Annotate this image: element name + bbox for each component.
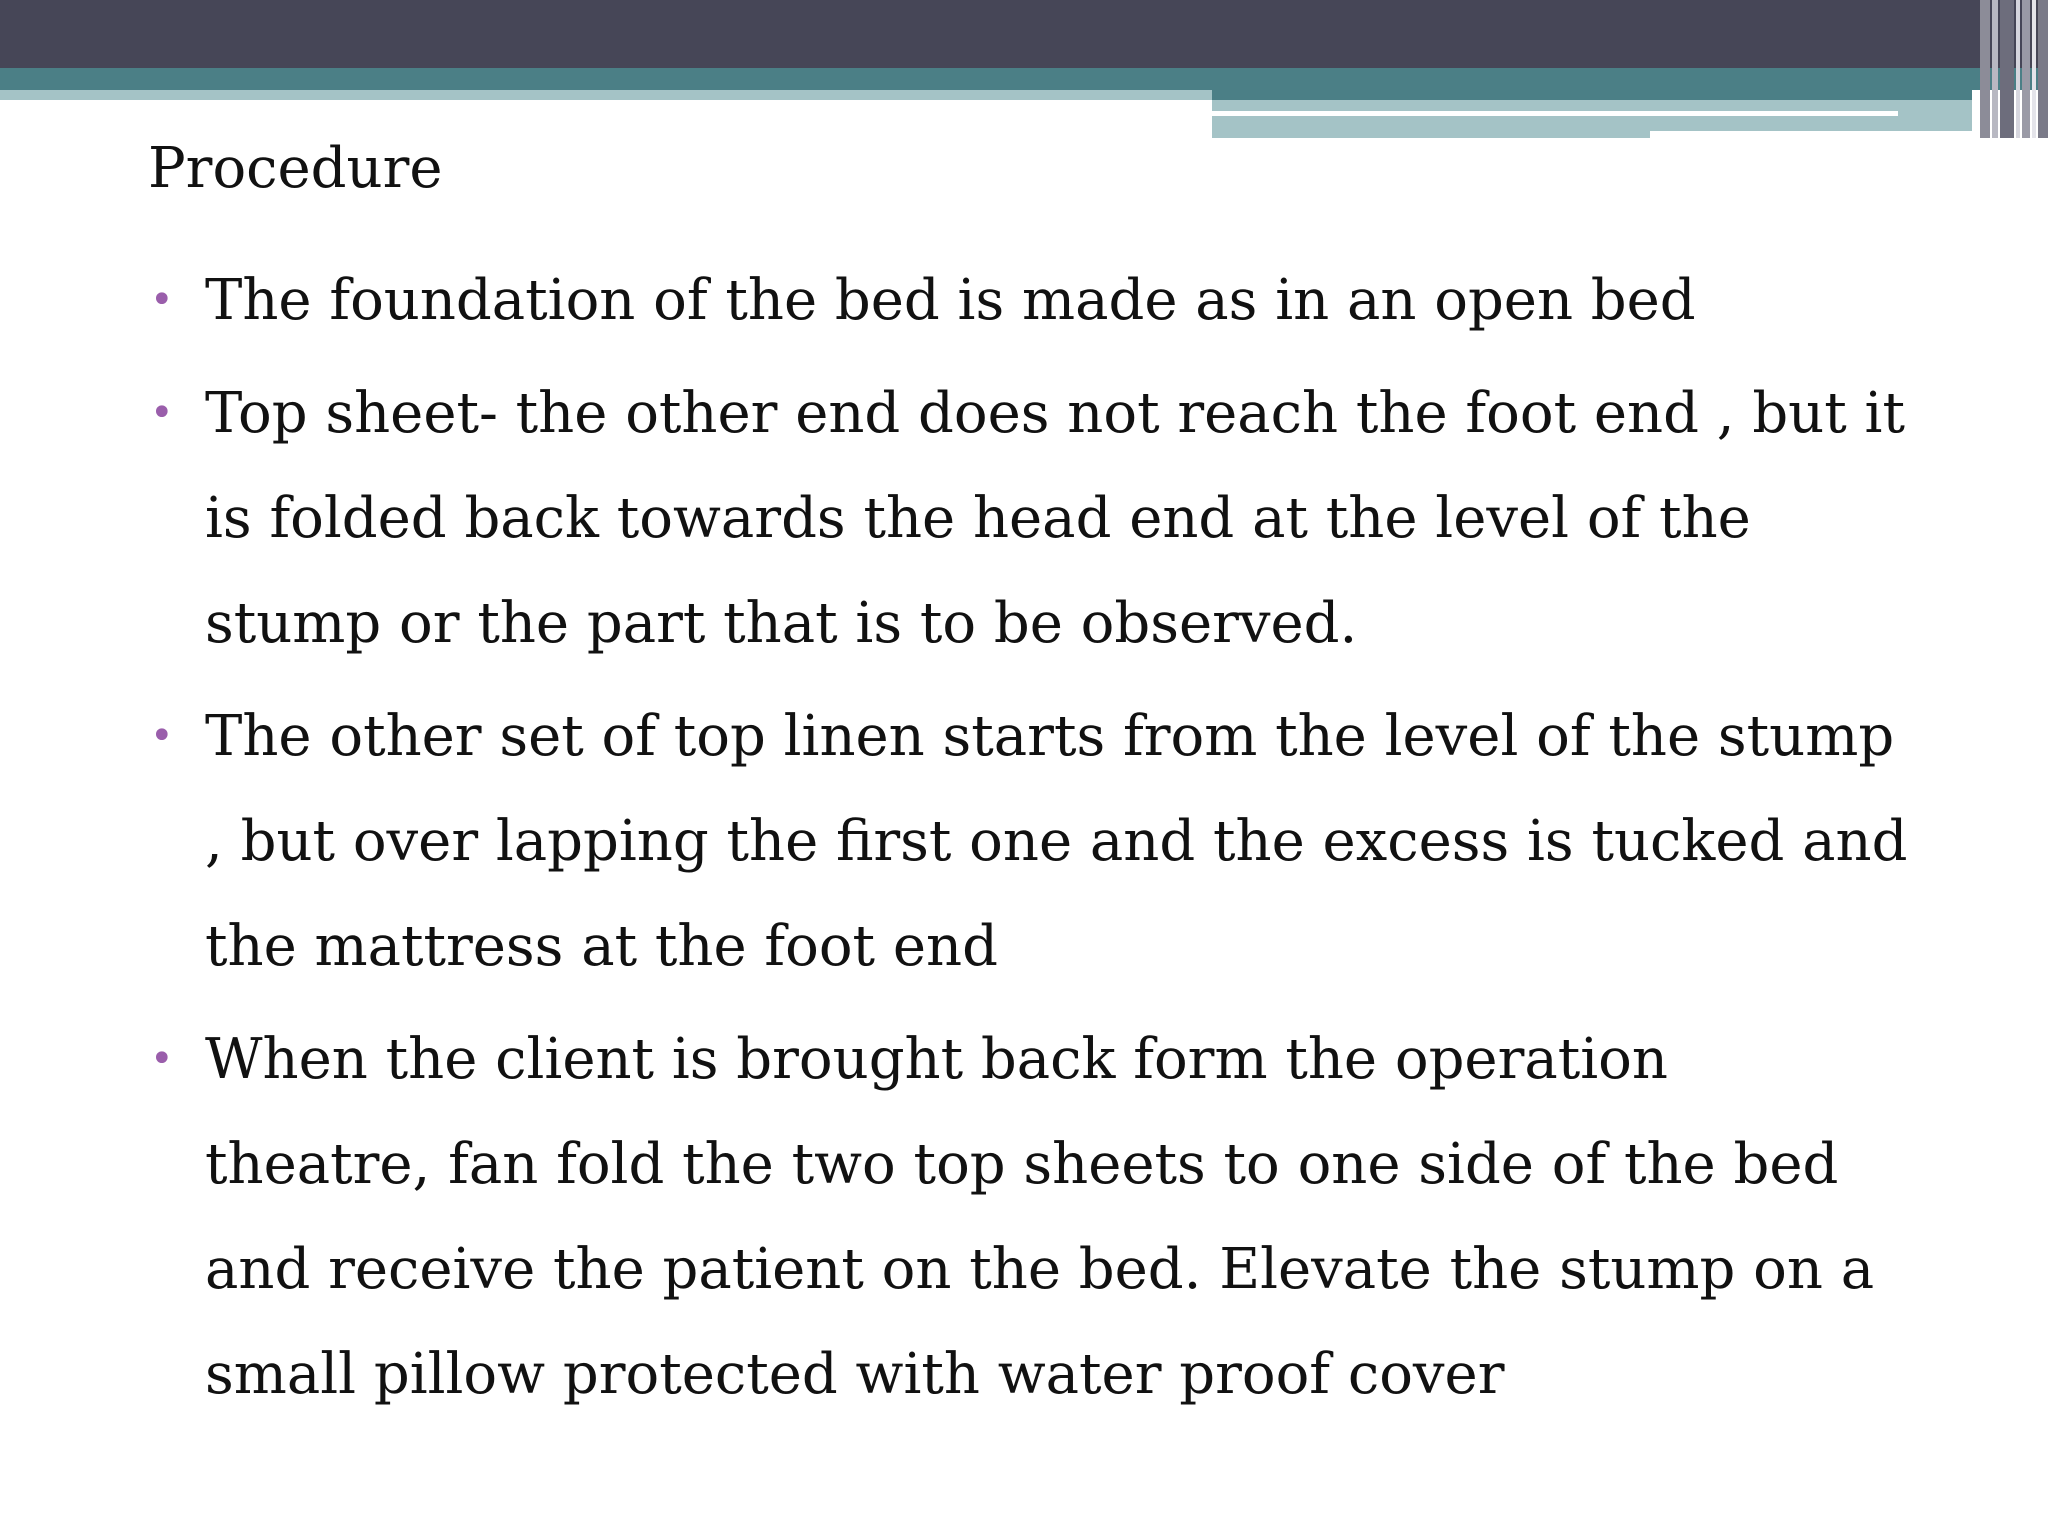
bullet-text: The foundation of the bed is made as in an open bed xyxy=(205,268,1696,333)
slide-title: Procedure xyxy=(148,136,443,201)
header-band-right-gap xyxy=(1650,131,1972,138)
header-stripes xyxy=(1980,0,2048,138)
header-band-teal xyxy=(0,68,2048,90)
bullet-item xyxy=(148,248,1908,353)
bullet-dot-icon: • xyxy=(150,713,174,759)
bullet-item xyxy=(148,1007,1908,1427)
bullet-dot-icon: • xyxy=(150,277,174,323)
bullet-text: Top sheet- the other end does not reach the foot end , but it is folded back towards the head end at the level of the stump or the part that is to be observed. xyxy=(205,381,1905,656)
bullet-dot-icon: • xyxy=(150,390,174,436)
bullet-text: When the client is brought back form the operation theatre, fan fold the two top sheets to one side of the bed and receive the patient on the bed. Elevate the stump on a small pillow protected with water proof cover xyxy=(205,1027,1875,1407)
bullet-item xyxy=(148,684,1908,999)
header-band-dark xyxy=(0,0,2048,68)
bullet-item xyxy=(148,361,1908,676)
header-band-light xyxy=(0,90,1212,100)
header-band-right-teal xyxy=(1212,90,1972,100)
bullet-text: The other set of top linen starts from the level of the stump , but over lapping the first one and the excess is tucked and the mattress at the foot end xyxy=(205,704,1908,979)
bullet-dot-icon: • xyxy=(150,1036,174,1082)
header-band-right-line xyxy=(1212,111,1898,116)
bullet-list xyxy=(148,248,1908,1435)
